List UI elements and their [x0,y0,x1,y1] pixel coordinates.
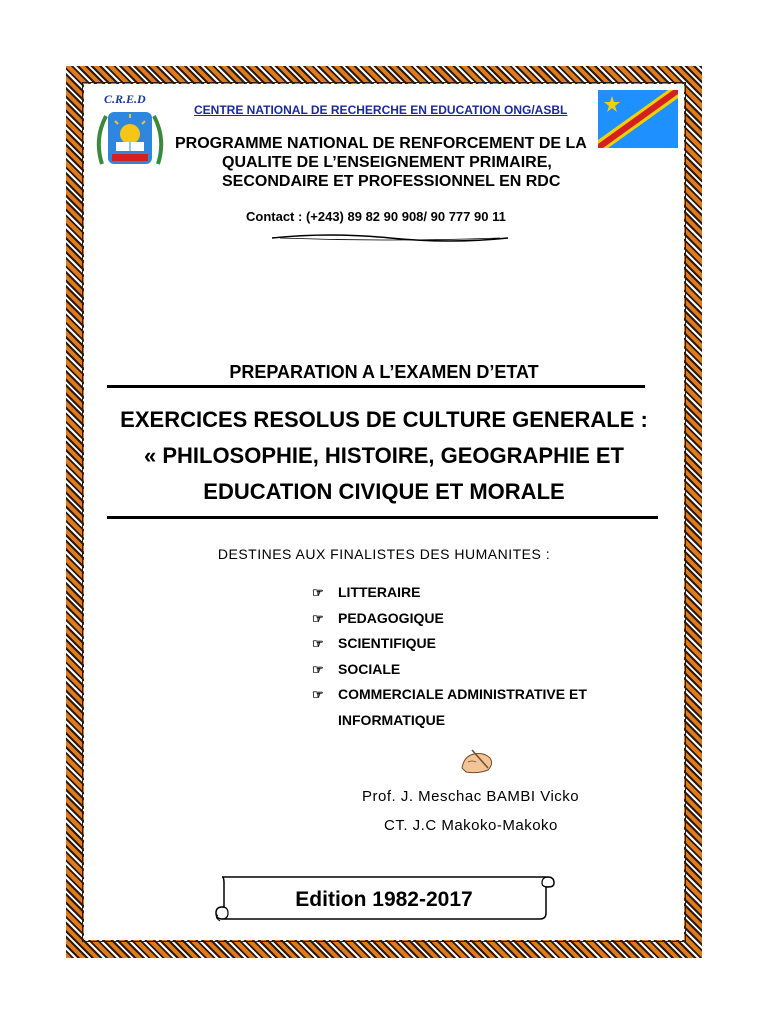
divider [107,385,645,388]
title-line: « PHILOSOPHIE, HISTOIRE, GEOGRAPHIE ET [143,443,624,468]
flourish-divider-icon [270,230,510,246]
drc-flag-icon [598,90,678,148]
list-item-label: SCIENTIFIQUE [338,635,437,651]
programme-line: SECONDAIRE ET PROFESSIONNEL EN RDC [222,173,561,190]
pointing-hand-icon: ☞ [312,585,324,600]
list-item [312,631,658,657]
list-item-label: SOCIALE [338,660,401,677]
list-item-label: COMMERCIALE ADMINISTRATIVE ET INFORMATIQUE [338,686,587,728]
list-item-label: PEDAGOGIQUE [338,609,444,626]
pointing-hand-icon: ☞ [312,610,324,626]
subtitle: PREPARATION A L’EXAMEN D’ETAT [229,362,539,382]
title-line: EXERCICES RESOLUS DE CULTURE GENERALE : [120,407,648,432]
list-item [312,657,658,683]
list-item [312,682,658,733]
list-item-label: LITTERAIRE [338,584,421,600]
pointing-hand-icon: ☞ [312,687,324,702]
title-line: EDUCATION CIVIQUE ET MORALE [203,479,565,504]
list-item [312,580,658,606]
author-name: Prof. J. Meschac BAMBI Vicko [362,788,580,805]
programme-line: PROGRAMME NATIONAL DE RENFORCEMENT DE LA [175,135,587,152]
audience-intro: DESTINES AUX FINALISTES DES HUMANITES : [217,546,551,562]
contact-info: Contact : (+243) 89 82 90 908/ 90 777 90 11 [246,209,506,224]
sections-list [312,580,658,733]
edition-label: Edition 1982-2017 [295,888,473,911]
logo-caption: C.R.E.D [104,92,146,106]
page-title [0,402,768,510]
writing-hand-icon [458,746,496,776]
pointing-hand-icon: ☞ [312,661,324,677]
programme-line: QUALITE DE L’ENSEIGNEMENT PRIMAIRE, [222,154,552,171]
pointing-hand-icon: ☞ [312,636,324,651]
organization-name: CENTRE NATIONAL DE RECHERCHE EN EDUCATION ONG/ASBL [194,103,568,117]
list-item [312,606,658,632]
programme-title [175,134,587,191]
author-name: CT. J.C Makoko-Makoko [384,817,558,834]
divider [107,516,658,519]
cred-logo-icon [92,104,168,176]
